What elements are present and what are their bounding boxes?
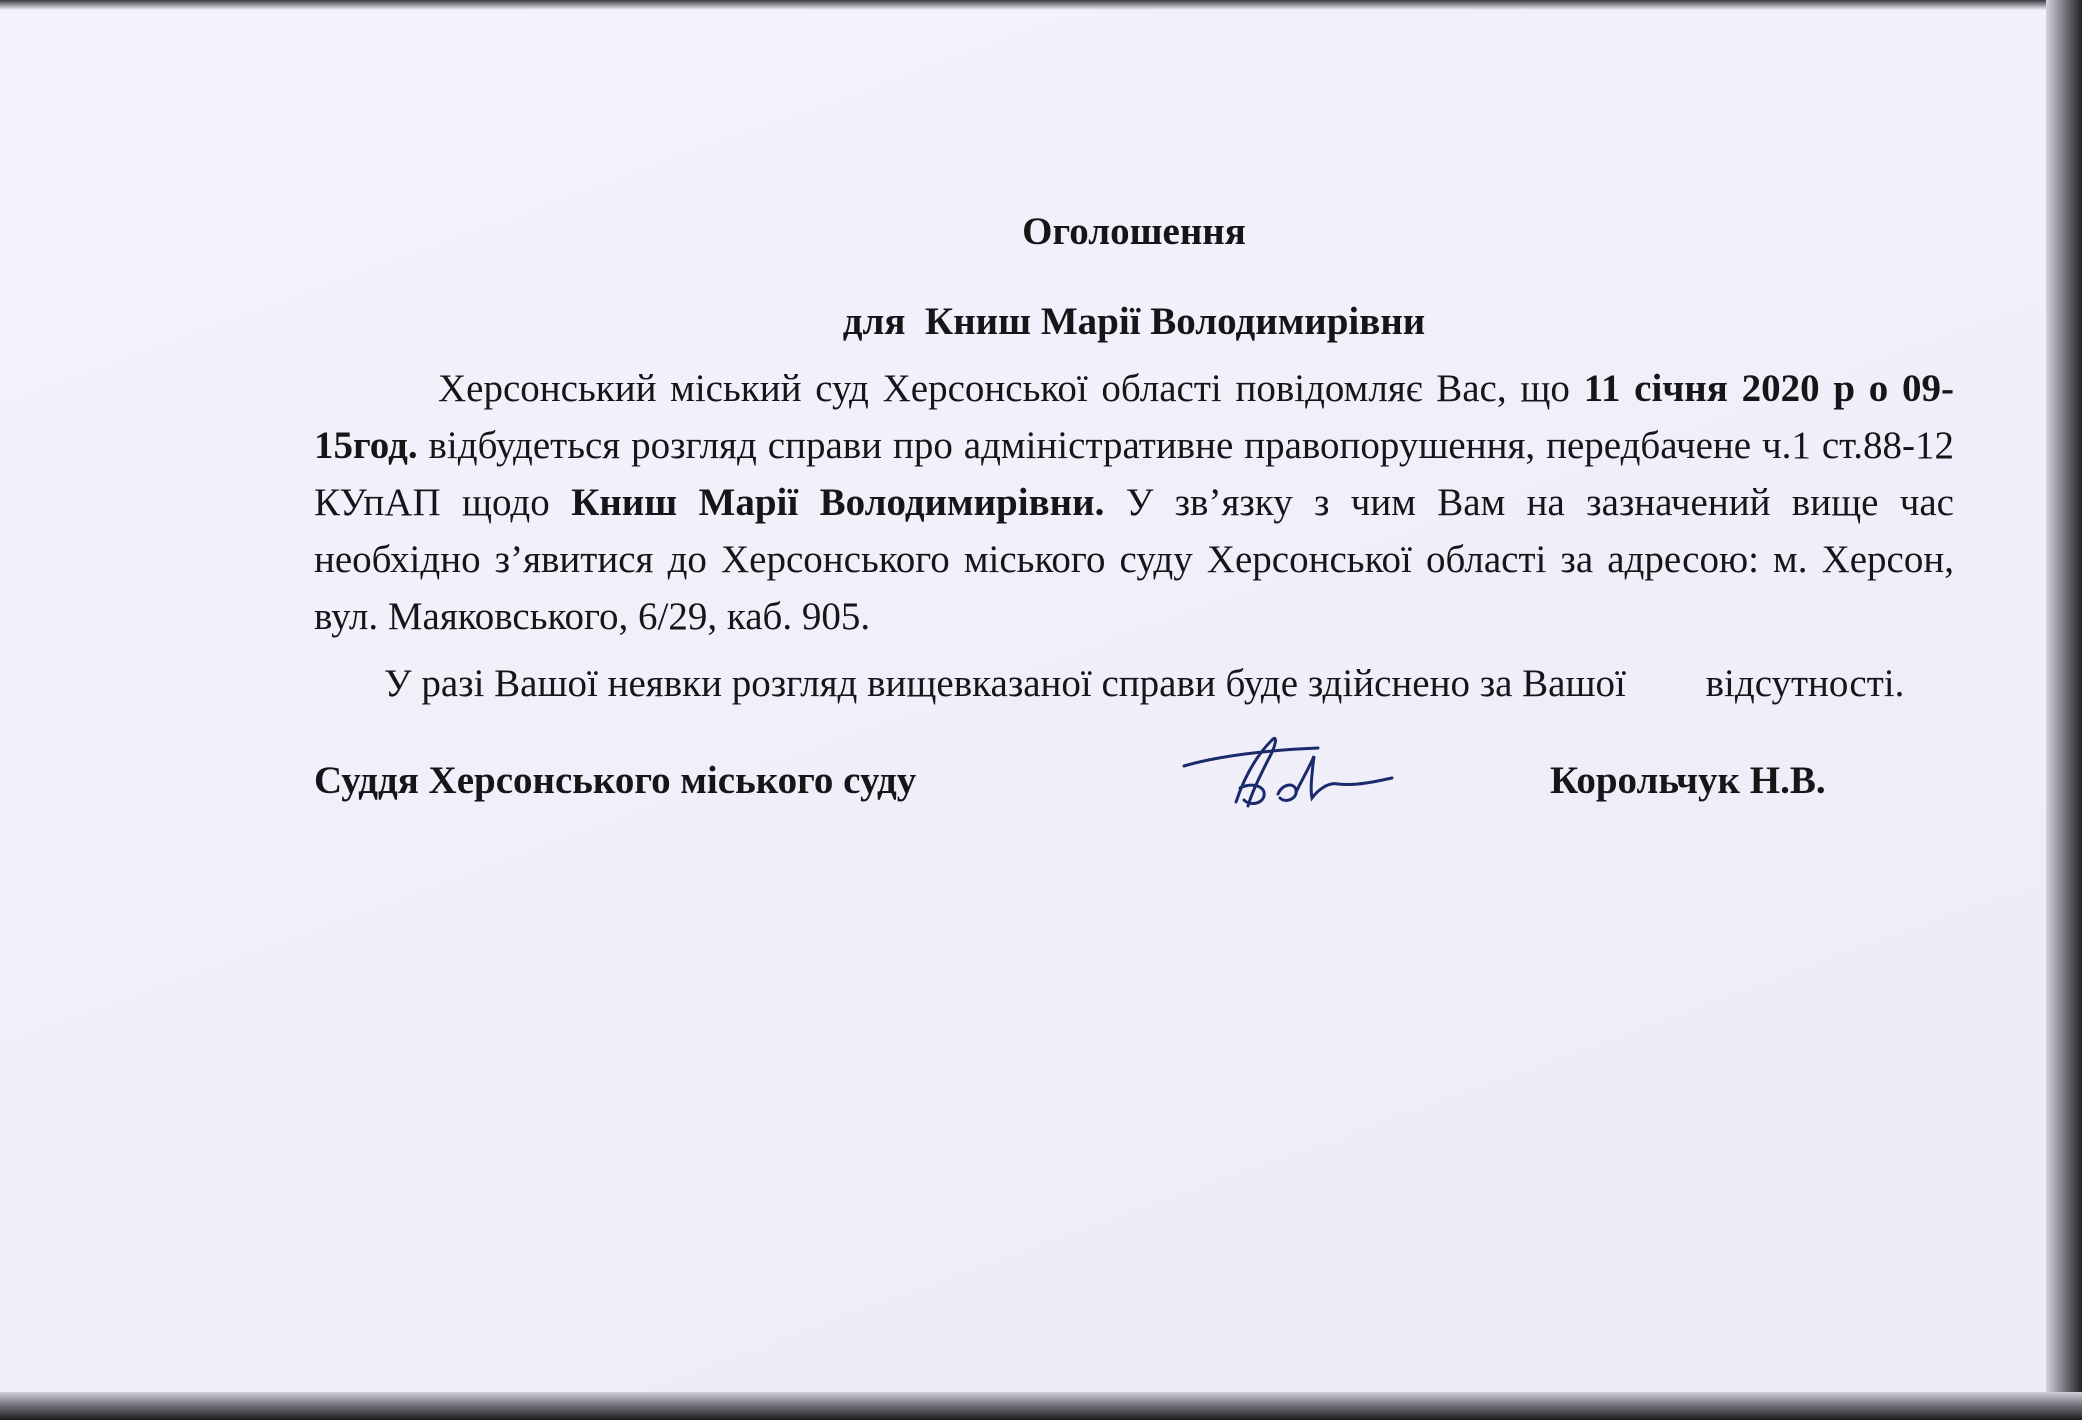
- hearing-date-time: 11 січня 2020 р о 09-15год.: [314, 367, 1954, 467]
- notice-paragraph-1: [314, 360, 1954, 645]
- judge-name: Корольчук Н.В.: [1550, 759, 1826, 802]
- p1-text-1: Херсонський міський суд Херсонської області повідомляє Вас, що: [438, 367, 1584, 410]
- right-shadow-edge: [2046, 0, 2082, 1420]
- notice-paragraph-2: [314, 645, 1954, 712]
- bottom-shadow-edge: [0, 1392, 2082, 1420]
- handwritten-signature: [1178, 726, 1398, 816]
- notice-document: [314, 200, 1954, 842]
- p2-text-1: У разі Вашої неявки розгляд вищевказаної справи буде здійснено за Вашої: [384, 662, 1636, 705]
- p1-text-2: відбудеться розгляд справи про адміністративне правопорушення, передбачене ч.1 ст.88-12 КУпАП щодо: [314, 424, 1954, 524]
- person-name: Книш Марії Володимирівни.: [571, 481, 1105, 524]
- signature-row: [314, 752, 1954, 842]
- judge-position: Суддя Херсонського міського суду: [314, 759, 917, 802]
- notice-recipient: для Книш Марії Володимирівни: [842, 300, 1426, 343]
- p2-text-2: відсутності.: [1705, 662, 1905, 705]
- top-shadow-edge: [0, 0, 2082, 10]
- notice-title: Оголошення: [1022, 210, 1246, 253]
- p1-text-3: У зв’язку з чим Вам на зазначений вище час необхідно з’явитися до Херсонського міського суду Херсонської області за адресою: м. Херсон, вул. Маяковського, 6/29, каб. 905.: [314, 481, 1954, 638]
